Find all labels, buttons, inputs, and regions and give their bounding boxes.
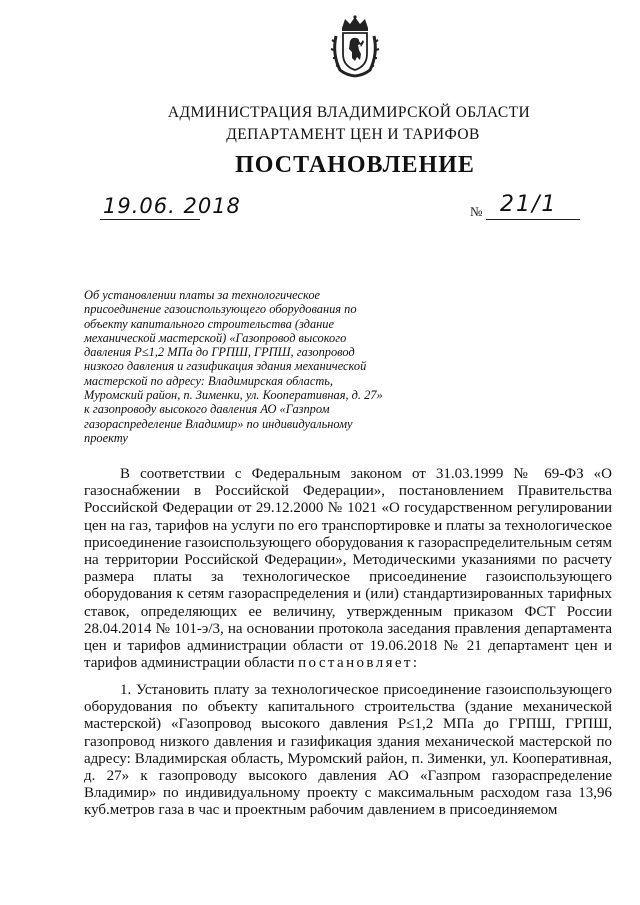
preamble-text: В соответствии с Федеральным законом от 31.03.1999 № 69-ФЗ «О газоснабжении в Российской Федерации», постановлением Правительства Российской Федерации от 29.12.2000 № 1021 «О государственном регулировании цен на газ, тарифов на услуги по его транспортировке и платы за технологическое присоединение газоиспользующего оборудования к газораспределительным сетям на территории Российской Федерации», Методическими указаниями по расчету размера платы за технологическое присоединение газоиспользующего оборудования к сетям газораспределения и (или) стандартизированных тарифных ставок, определяющих ее величину, утвержденным приказом ФСТ России 28.04.2014 № 101-э/3, на основании протокола заседания правления департамента цен и тарифов администрации области от 19.06.2018 № 21 департамент цен и тарифов администрации области (84, 466, 612, 672)
coat-of-arms-icon (330, 14, 380, 78)
preamble-paragraph (84, 466, 612, 672)
department-name: ДЕПАРТАМЕНТ ЦЕН И ТАРИФОВ (226, 126, 480, 143)
number-underline (486, 219, 580, 220)
document-date: 19.06. 2018 (103, 194, 241, 218)
date-underline (100, 219, 200, 220)
document-type-title: ПОСТАНОВЛЕНИЕ (235, 152, 475, 178)
number-label: № (470, 204, 483, 219)
organization-name: АДМИНИСТРАЦИЯ ВЛАДИМИРСКОЙ ОБЛАСТИ (167, 104, 531, 121)
resolution-verb: постановляет: (298, 655, 420, 672)
document-subject: Об установлении платы за технологическое присоединение газоиспользующего оборудования по объекту капитального строительства (здание механической мастерской) «Газопровод высокого давления Р≤1,2 МПа до ГРПШ, ГРПШ, газопровод низкого давления и газификация здания механической мастерской по адресу: Владимирская область, Муромский район, п. Зименки, ул. Кооперативная, д. 27» к газопроводу высокого давления АО «Газпром газораспределение Владимир» по индивидуальному проекту (84, 288, 383, 445)
clause-1-paragraph: 1. Установить плату за технологическое присоединение газоиспользующего оборудования по объекту капитального строительства (здание механической мастерской) «Газопровод высокого давления Р≤1,2 МПа до ГРПШ, ГРПШ, газопровод низкого давления и газификация здания механической мастерской по адресу: Владимирская область, Муромский район, п. Зименки, ул. Кооперативная, д. 27» к газопроводу высокого давления АО «Газпром газораспределение Владимир» по индивидуальному проекту с максимальным расходом газа 13,96 куб.метров газа в час и проектным рабочим давлением в присоединяемом (84, 682, 612, 819)
document-number: 21/1 (500, 192, 558, 217)
